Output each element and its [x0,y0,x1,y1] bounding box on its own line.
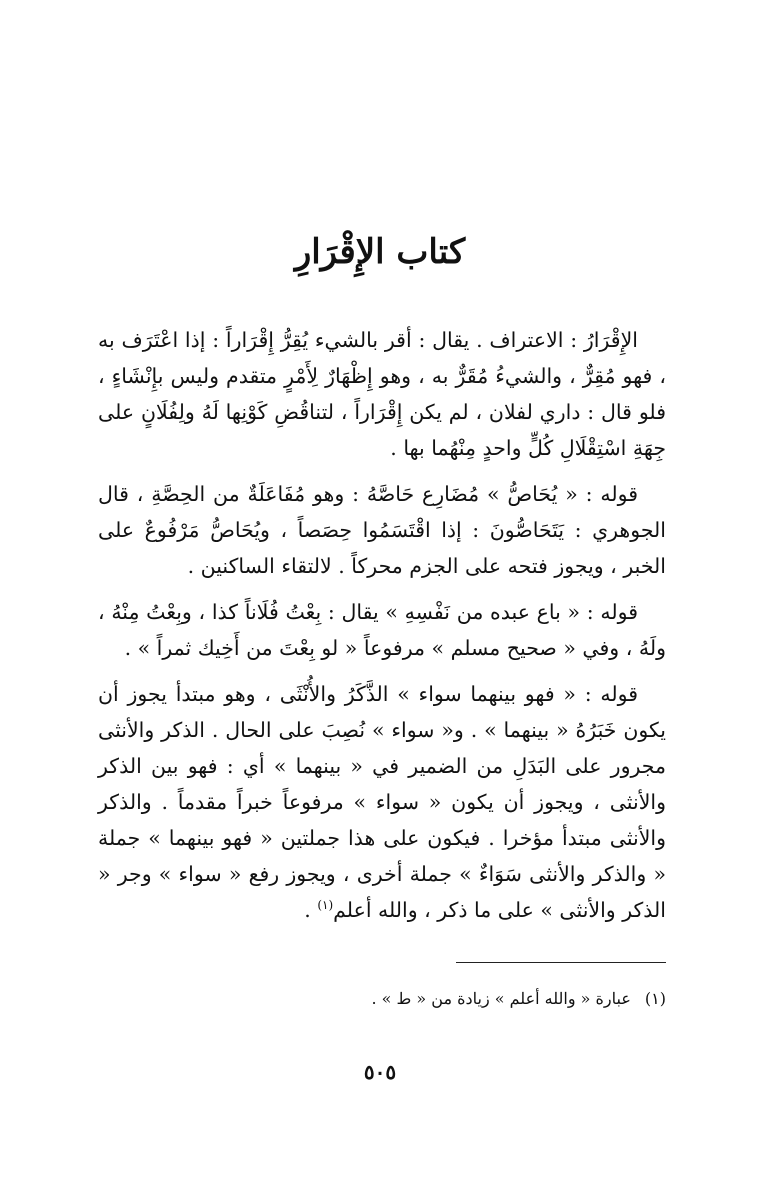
footnote-reference[interactable]: (١) [317,898,334,913]
paragraph-iqrar-definition: الإِقْرَارُ : الاعتراف . يقال : أقر بالشيء يُقِرُّ إِقْرَاراً : إذا اعْتَرَف به ، فهو مُقِرٌّ ، والشيءُ مُقَرٌّ به ، وهو إِظْهَارٌ لِأَمْرٍ متقدم وليس بإِنْشَاءٍ ، فلو قال : داري لفلان ، لم يكن إِقْرَاراً ، لتناقُضِ كَوْنِها لَهُ ولِفُلَانٍ على جِهَةِ اسْتِقْلَالِ كُلٍّ واحدٍ مِنْهُما بها . [98,328,666,460]
main-text [98,322,666,928]
paragraph-fahuwa-baynahuma [98,676,666,928]
footnote [106,986,666,1012]
page-number: ٥٠٥ [363,1060,397,1084]
paragraph-end-mark: . [304,898,318,922]
paragraph-yuhass: قوله : « يُحَاصُّ » مُضَارِع حَاصَّهُ : وهو مُفَاعَلَةٌ من الحِصَّةِ ، قال الجوهري : يَتَحَاصُّونَ : إذا اقْتَسَمُوا حِصَصاً ، ويُحَاصُّ مَرْفُوعٌ على الخبر ، ويجوز فتحه على الجزم محركاً . لالتقاء الساكنين . [98,482,666,578]
footnote-divider [456,962,666,963]
footnote-number: (١) [644,989,666,1008]
chapter-title: كتاب الإِقْرَارِ [294,232,466,272]
paragraph-fahuwa-baynahuma-text: قوله : « فهو بينهما سواء » الذَّكَرُ والأُنْثَى ، وهو مبتدأ يجوز أن يكون خَبَرُهُ « بينهما » . و« سواء » نُصِبَ على الحال . الذكر والأنثى مجرور على البَدَلِ من الضمير في « بينهما » أي : فهو بين الذكر والأنثى ، ويجوز أن يكون « سواء » مرفوعاً خبراً مقدماً . والذكر والأنثى مبتدأ مؤخرا . فيكون على هذا جملتين « فهو بينهما » جملة « والذكر والأنثى سَوَاءٌ » جملة أخرى ، ويجوز رفع « سواء » وجر « الذكر والأنثى » على ما ذكر ، والله أعلم [98,682,666,922]
footnote-text: عبارة « والله أعلم » زيادة من « ط » . [371,989,631,1008]
paragraph-baa-abdahu: قوله : « باع عبده من نَفْسِهِ » يقال : بِعْتُ فُلَاناً كذا ، وبِعْتُ مِنْهُ ، ولَهُ ، وفي « صحيح مسلم » مرفوعاً « لو بِعْتَ من أَخِيك ثمراً » . [98,600,666,660]
